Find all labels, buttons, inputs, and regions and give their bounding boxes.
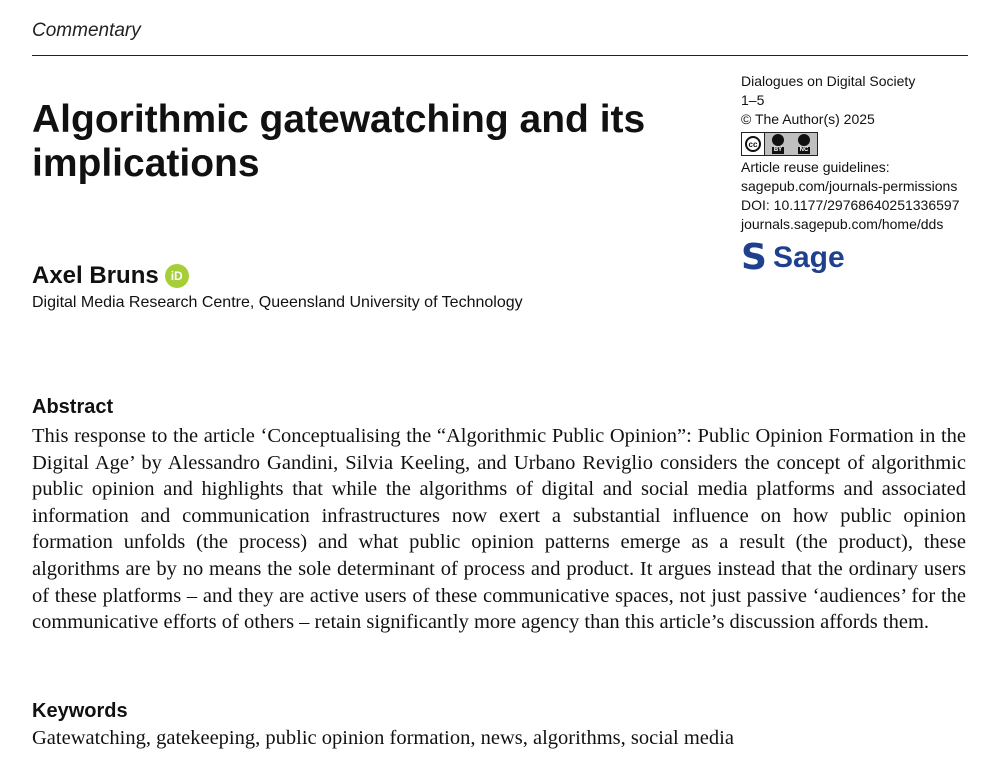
section-label: Commentary — [32, 20, 141, 41]
orcid-icon[interactable]: iD — [165, 264, 189, 288]
nc-icon: NC — [791, 133, 817, 155]
author-name[interactable]: Axel Bruns — [32, 262, 159, 289]
header-divider — [32, 55, 968, 56]
copyright-notice: © The Author(s) 2025 — [741, 111, 875, 127]
abstract-text: This response to the article ‘Conceptualising the “Algorithmic Public Opinion”: Public Opinion Formation in the Digital Age’ by Alessandro Gandini, Silvia Keeling, and Urbano Reviglio considers the concept of algorithmic public opinion and highlights that while the algorithms of digital and social media platforms and associated information and communication infrastructures now exert a substantial influence on how public opinion formation unfolds (the process) and what public opinion patterns emerge as a result (the product), these algorithms are by no means the sole determinant of process and product. It argues instead that the ordinary users of these platforms – and they are active users of these communicative spaces, not just passive ‘audiences’ for the communicative efforts of others – retain significantly more agency than this article’s discussion affords them. — [32, 425, 966, 634]
cc-by-nc-icon[interactable] — [741, 132, 818, 156]
reuse-guidelines-label: Article reuse guidelines: — [741, 159, 890, 175]
author-affiliation: Digital Media Research Centre, Queensland University of Technology — [32, 294, 523, 311]
sage-logo[interactable] — [741, 237, 991, 278]
page-range: 1–5 — [741, 92, 765, 108]
doi[interactable]: DOI: 10.1177/29768640251336597 — [741, 197, 960, 213]
journal-name: Dialogues on Digital Society — [741, 73, 916, 89]
abstract-heading: Abstract — [32, 396, 114, 418]
author-line — [32, 262, 189, 290]
publisher-name: Sage — [772, 241, 845, 274]
cc-icon: cc — [745, 136, 761, 152]
keywords-heading: Keywords — [32, 700, 128, 722]
reuse-guidelines-link[interactable]: sagepub.com/journals-permissions — [741, 178, 958, 194]
keywords-text: Gatewatching, gatekeeping, public opinion formation, news, algorithms, social media — [32, 727, 734, 749]
article-title: Algorithmic gatewatching and its implications — [32, 98, 646, 185]
publication-meta — [741, 72, 991, 276]
by-icon: BY — [765, 133, 791, 155]
journal-link[interactable]: journals.sagepub.com/home/dds — [741, 216, 944, 232]
sage-s-icon: S — [741, 237, 767, 278]
